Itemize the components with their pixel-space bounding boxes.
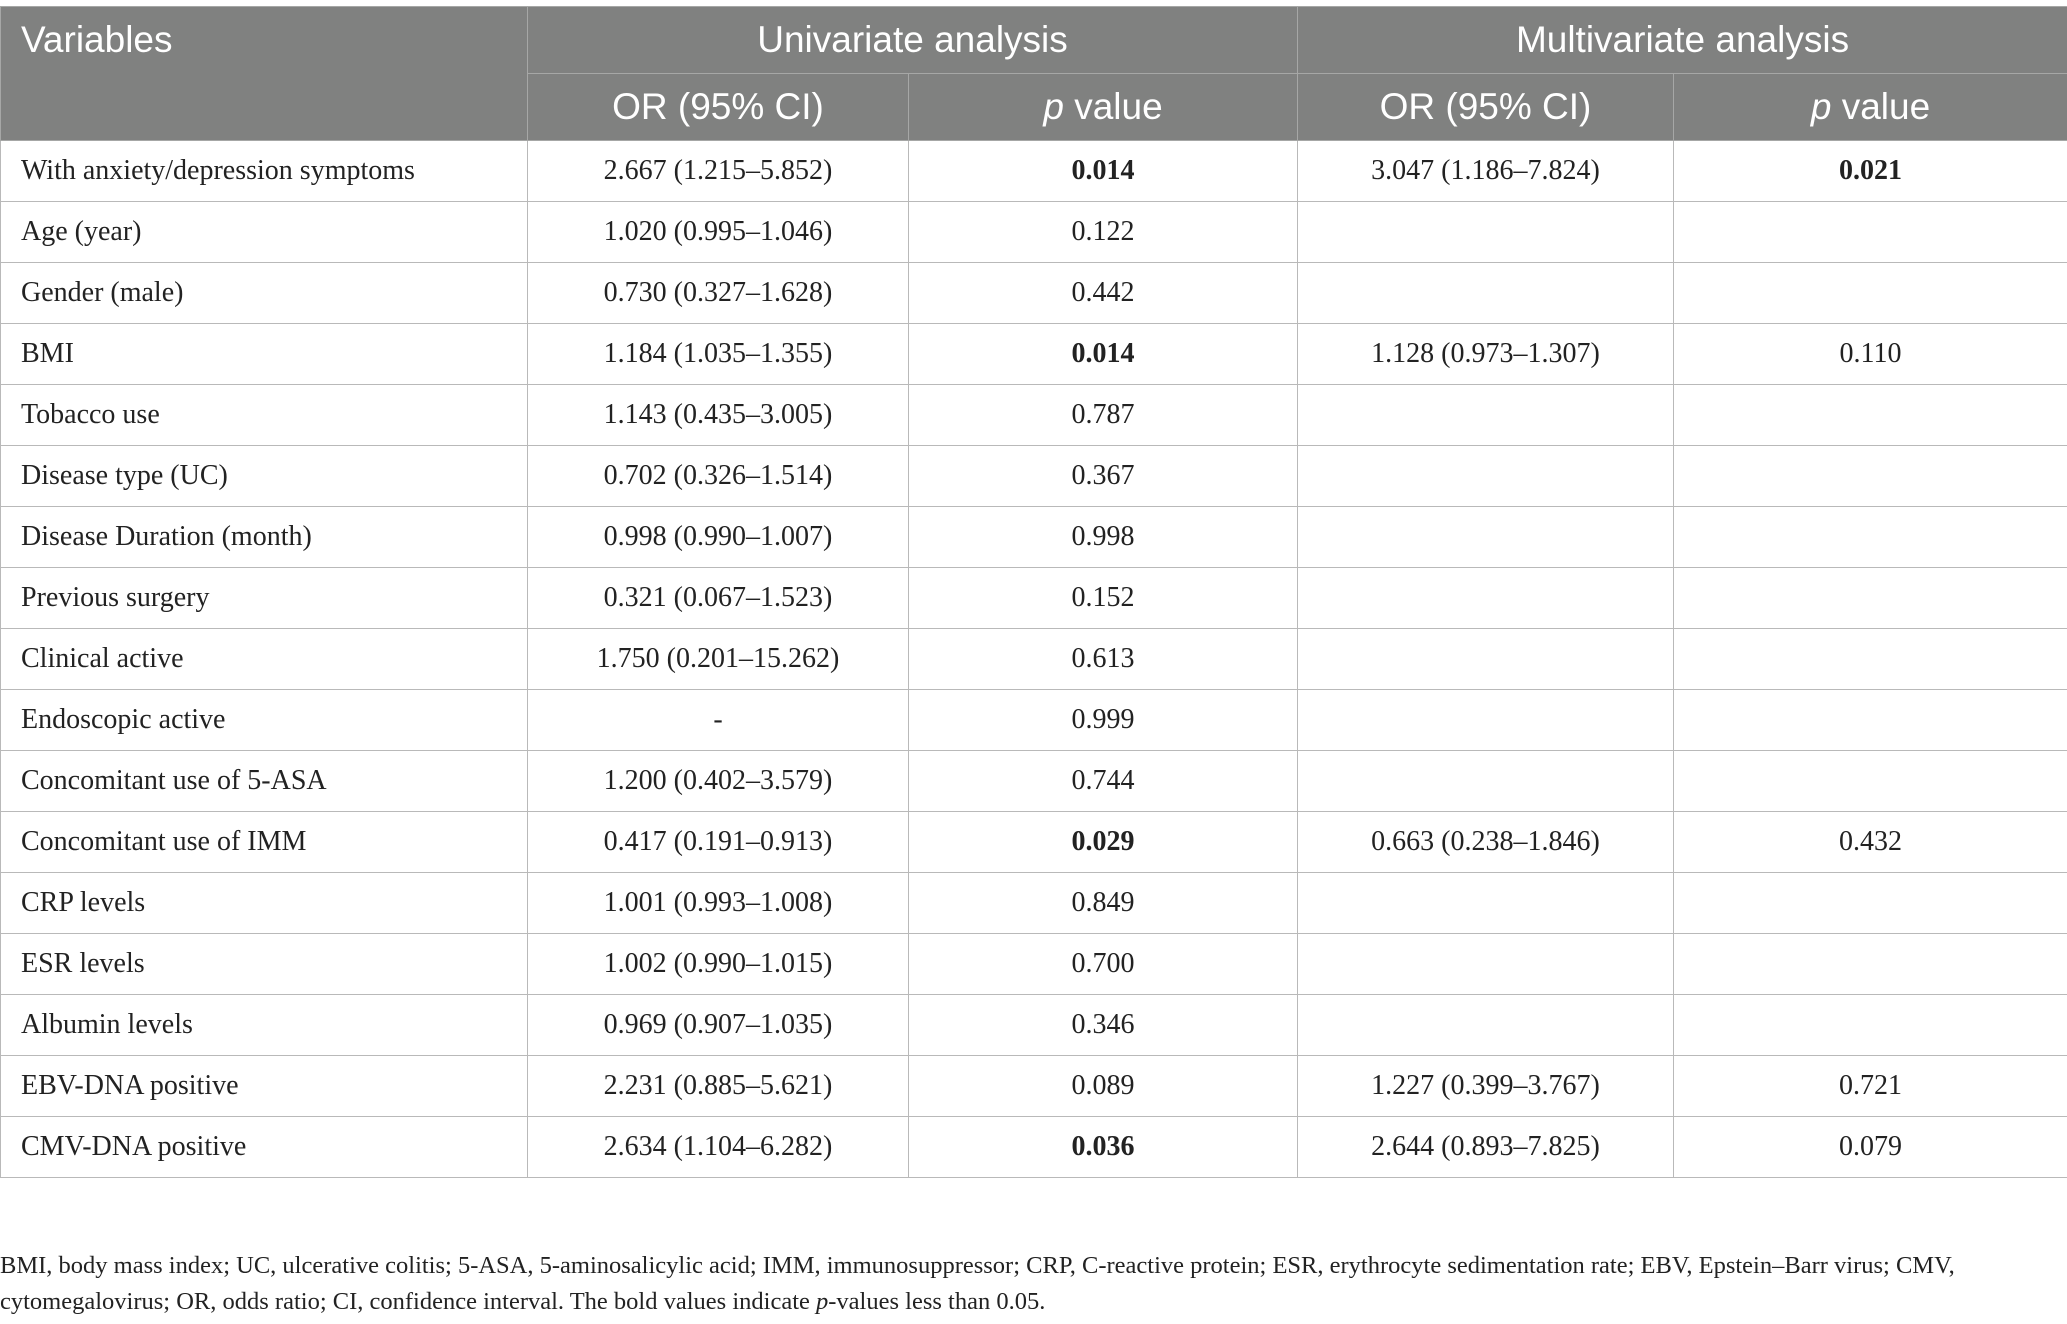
variable-cell: Disease type (UC): [1, 446, 528, 507]
header-uni-p-value: value: [1063, 86, 1163, 127]
table-row: [1, 690, 2067, 751]
univariate-or-cell: 0.998 (0.990–1.007): [528, 507, 909, 568]
univariate-p-cell: 0.122: [909, 202, 1298, 263]
univariate-p-cell: 0.014: [909, 141, 1298, 202]
univariate-p-cell: 0.367: [909, 446, 1298, 507]
table-row: [1, 263, 2067, 324]
table-row: [1, 141, 2067, 202]
table-row: [1, 324, 2067, 385]
table-row: [1, 385, 2067, 446]
variable-cell: CRP levels: [1, 873, 528, 934]
multivariate-p-cell: [1674, 629, 2067, 690]
univariate-p-cell: 0.849: [909, 873, 1298, 934]
univariate-or-cell: 2.231 (0.885–5.621): [528, 1056, 909, 1117]
header-multi-p-italic: p: [1810, 86, 1832, 127]
multivariate-p-cell: [1674, 995, 2067, 1056]
table-footnote: [0, 1248, 2060, 1320]
footnote-text-end: -values less than 0.05.: [828, 1288, 1046, 1315]
multivariate-or-cell: 2.644 (0.893–7.825): [1298, 1117, 1674, 1178]
variable-cell: Concomitant use of 5-ASA: [1, 751, 528, 812]
multivariate-or-cell: [1298, 751, 1674, 812]
table-body: [1, 141, 2067, 1178]
multivariate-or-cell: 1.227 (0.399–3.767): [1298, 1056, 1674, 1117]
variable-cell: BMI: [1, 324, 528, 385]
table-row: [1, 1056, 2067, 1117]
univariate-or-cell: 1.002 (0.990–1.015): [528, 934, 909, 995]
header-multi-or: OR (95% CI): [1298, 74, 1674, 141]
univariate-or-cell: 1.184 (1.035–1.355): [528, 324, 909, 385]
univariate-p-cell: 0.700: [909, 934, 1298, 995]
table-row: [1, 629, 2067, 690]
header-uni-p-italic: p: [1043, 86, 1064, 127]
univariate-or-cell: 1.020 (0.995–1.046): [528, 202, 909, 263]
multivariate-or-cell: [1298, 995, 1674, 1056]
header-variables: Variables: [1, 7, 528, 141]
multivariate-p-cell: [1674, 202, 2067, 263]
table-row: [1, 751, 2067, 812]
multivariate-p-cell: 0.721: [1674, 1056, 2067, 1117]
table-row: [1, 446, 2067, 507]
multivariate-p-cell: [1674, 751, 2067, 812]
multivariate-p-cell: 0.079: [1674, 1117, 2067, 1178]
multivariate-or-cell: [1298, 202, 1674, 263]
multivariate-or-cell: 0.663 (0.238–1.846): [1298, 812, 1674, 873]
variable-cell: Concomitant use of IMM: [1, 812, 528, 873]
multivariate-or-cell: 3.047 (1.186–7.824): [1298, 141, 1674, 202]
multivariate-or-cell: [1298, 873, 1674, 934]
univariate-p-cell: 0.787: [909, 385, 1298, 446]
multivariate-or-cell: [1298, 263, 1674, 324]
univariate-p-cell: 0.014: [909, 324, 1298, 385]
univariate-p-cell: 0.613: [909, 629, 1298, 690]
variable-cell: Clinical active: [1, 629, 528, 690]
univariate-p-cell: 0.036: [909, 1117, 1298, 1178]
header-row-1: [1, 7, 2067, 74]
univariate-p-cell: 0.442: [909, 263, 1298, 324]
univariate-or-cell: 0.969 (0.907–1.035): [528, 995, 909, 1056]
multivariate-p-cell: [1674, 446, 2067, 507]
multivariate-p-cell: [1674, 690, 2067, 751]
results-table: [0, 6, 2067, 1178]
multivariate-or-cell: [1298, 629, 1674, 690]
variable-cell: Gender (male): [1, 263, 528, 324]
multivariate-or-cell: [1298, 568, 1674, 629]
univariate-or-cell: 1.200 (0.402–3.579): [528, 751, 909, 812]
multivariate-or-cell: [1298, 690, 1674, 751]
variable-cell: Endoscopic active: [1, 690, 528, 751]
table-row: [1, 934, 2067, 995]
header-univariate: Univariate analysis: [528, 7, 1298, 74]
header-multi-p-value: value: [1831, 86, 1931, 127]
multivariate-p-cell: [1674, 934, 2067, 995]
table-row: [1, 1117, 2067, 1178]
univariate-or-cell: 0.417 (0.191–0.913): [528, 812, 909, 873]
variable-cell: CMV-DNA positive: [1, 1117, 528, 1178]
variable-cell: Disease Duration (month): [1, 507, 528, 568]
multivariate-p-cell: 0.021: [1674, 141, 2067, 202]
multivariate-or-cell: [1298, 446, 1674, 507]
univariate-or-cell: 0.702 (0.326–1.514): [528, 446, 909, 507]
multivariate-or-cell: [1298, 507, 1674, 568]
variable-cell: ESR levels: [1, 934, 528, 995]
header-multi-p: [1674, 74, 2067, 141]
univariate-p-cell: 0.744: [909, 751, 1298, 812]
multivariate-or-cell: 1.128 (0.973–1.307): [1298, 324, 1674, 385]
univariate-or-cell: 1.001 (0.993–1.008): [528, 873, 909, 934]
footnote-p-italic: p: [816, 1288, 829, 1315]
univariate-or-cell: 2.634 (1.104–6.282): [528, 1117, 909, 1178]
univariate-p-cell: 0.089: [909, 1056, 1298, 1117]
univariate-or-cell: -: [528, 690, 909, 751]
table-row: [1, 507, 2067, 568]
multivariate-p-cell: [1674, 568, 2067, 629]
header-uni-or: OR (95% CI): [528, 74, 909, 141]
multivariate-p-cell: [1674, 263, 2067, 324]
footnote-text: BMI, body mass index; UC, ulcerative colitis; 5-ASA, 5-aminosalicylic acid; IMM, immunosuppressor; CRP, C-reactive protein; ESR, erythrocyte sedimentation rate; EBV, Epstein–Barr virus; CMV, cytomegalovirus; OR, odds ratio; CI, confidence interval. The bold values indicate: [0, 1252, 1955, 1315]
univariate-or-cell: 2.667 (1.215–5.852): [528, 141, 909, 202]
table-row: [1, 568, 2067, 629]
table-row: [1, 812, 2067, 873]
multivariate-p-cell: 0.432: [1674, 812, 2067, 873]
multivariate-or-cell: [1298, 385, 1674, 446]
table-row: [1, 873, 2067, 934]
variable-cell: With anxiety/depression symptoms: [1, 141, 528, 202]
univariate-p-cell: 0.346: [909, 995, 1298, 1056]
multivariate-or-cell: [1298, 934, 1674, 995]
table-row: [1, 995, 2067, 1056]
univariate-or-cell: 0.321 (0.067–1.523): [528, 568, 909, 629]
header-uni-p: [909, 74, 1298, 141]
univariate-or-cell: 1.143 (0.435–3.005): [528, 385, 909, 446]
univariate-p-cell: 0.999: [909, 690, 1298, 751]
multivariate-p-cell: 0.110: [1674, 324, 2067, 385]
univariate-or-cell: 1.750 (0.201–15.262): [528, 629, 909, 690]
header-multivariate: Multivariate analysis: [1298, 7, 2067, 74]
univariate-p-cell: 0.152: [909, 568, 1298, 629]
univariate-p-cell: 0.998: [909, 507, 1298, 568]
multivariate-p-cell: [1674, 873, 2067, 934]
variable-cell: Tobacco use: [1, 385, 528, 446]
multivariate-p-cell: [1674, 507, 2067, 568]
variable-cell: Age (year): [1, 202, 528, 263]
multivariate-p-cell: [1674, 385, 2067, 446]
variable-cell: EBV-DNA positive: [1, 1056, 528, 1117]
table-row: [1, 202, 2067, 263]
variable-cell: Previous surgery: [1, 568, 528, 629]
variable-cell: Albumin levels: [1, 995, 528, 1056]
univariate-p-cell: 0.029: [909, 812, 1298, 873]
univariate-or-cell: 0.730 (0.327–1.628): [528, 263, 909, 324]
